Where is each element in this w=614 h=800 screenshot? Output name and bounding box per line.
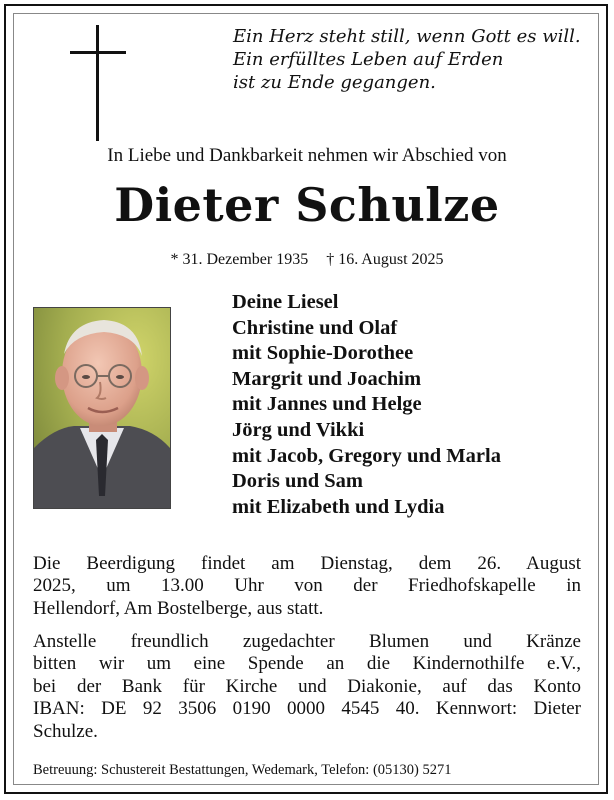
family-member: mit Elizabeth und Lydia — [232, 495, 445, 518]
family-member: mit Sophie-Dorothee — [232, 342, 414, 365]
family-member: Margrit und Joachim — [232, 367, 422, 390]
life-dates — [0, 251, 614, 269]
funeral-line: 2025, um 13.00 Uhr von der Friedhofskapelle in — [33, 575, 581, 597]
birth-date: * 31. Dezember 1935 — [170, 251, 309, 268]
intro-text: In Liebe und Dankbarkeit nehmen wir Abschied von — [107, 145, 507, 166]
family-member: Christine und Olaf — [232, 316, 398, 339]
funeral-line: Hellendorf, Am Bostelberge, aus statt. — [33, 597, 324, 619]
donation-info — [33, 631, 581, 743]
family-list — [232, 290, 501, 520]
verse-line: Ein Herz steht still, wenn Gott es will. — [233, 26, 581, 47]
death-date: † 16. August 2025 — [326, 251, 444, 268]
verse — [233, 25, 593, 94]
verse-line: Ein erfülltes Leben auf Erden — [233, 49, 504, 70]
family-member: Jörg und Vikki — [232, 418, 365, 441]
family-member: Doris und Sam — [232, 470, 364, 493]
cross-icon — [70, 25, 126, 141]
deceased-name: Dieter Schulze — [114, 178, 500, 232]
funeral-line: Die Beerdigung findet am Dienstag, dem 26. August — [33, 553, 581, 574]
family-member: Deine Liesel — [232, 291, 339, 313]
verse-line: ist zu Ende gegangen. — [233, 72, 436, 93]
family-member: mit Jacob, Gregory und Marla — [232, 444, 501, 467]
donation-line: bei der Bank für Kirche und Diakonie, auf das Konto — [33, 675, 581, 697]
donation-line: bitten wir um eine Spende an die Kindernothilfe e.V., — [33, 653, 581, 675]
funeral-info — [33, 553, 581, 620]
donation-line: IBAN: DE 92 3506 0190 0000 4545 40. Kennwort: Dieter — [33, 698, 581, 720]
donation-line: Anstelle freundlich zugedachter Blumen und Kränze — [33, 631, 581, 652]
undertaker-footer: Betreuung: Schustereit Bestattungen, Wedemark, Telefon: (05130) 5271 — [33, 762, 452, 778]
portrait-photo — [33, 307, 171, 509]
donation-line: Schulze. — [33, 720, 98, 742]
family-member: mit Jannes und Helge — [232, 393, 422, 416]
